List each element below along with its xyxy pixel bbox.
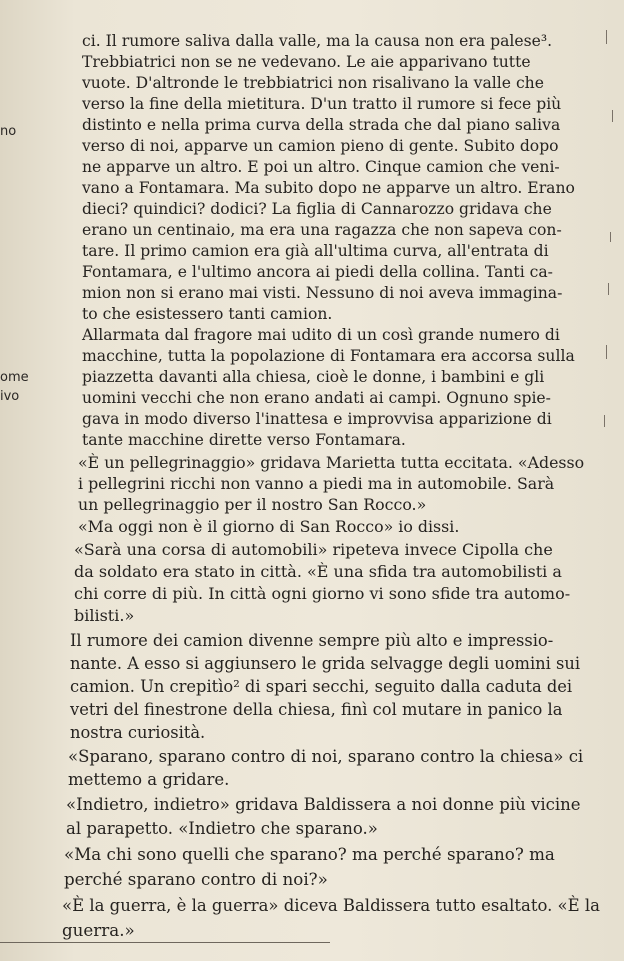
text-line: guerra.» xyxy=(62,920,135,940)
margin-fragment: ome xyxy=(0,370,29,385)
edge-mark xyxy=(610,232,611,242)
text-line: «Ma oggi non è il giorno di San Rocco» io dissi. xyxy=(78,517,460,536)
margin-fragment: ivo xyxy=(0,389,20,404)
bottom-rule xyxy=(0,942,330,943)
edge-mark xyxy=(606,345,607,359)
text-line: ne apparve un altro. E poi un altro. Cinque camion che veni- xyxy=(82,158,560,176)
text-line: camion. Un crepitìo² di spari secchi, seguito dalla caduta dei xyxy=(70,677,573,696)
text-line: tante macchine dirette verso Fontamara. xyxy=(82,431,406,449)
edge-mark xyxy=(606,30,607,44)
text-line: vetri del finestrone della chiesa, finì col mutare in panico la xyxy=(70,700,563,719)
text-line: macchine, tutta la popolazione di Fontamara era accorsa sulla xyxy=(82,347,575,365)
text-line: i pellegrini ricchi non vanno a piedi ma in automobile. Sarà xyxy=(78,474,555,493)
text-line: «Sarà una corsa di automobili» ripeteva invece Cipolla che xyxy=(74,540,553,559)
edge-mark xyxy=(612,110,613,122)
text-line: «È un pellegrinaggio» gridava Marietta tutta eccitata. «Adesso xyxy=(78,453,585,472)
text-line: dieci? quindici? dodici? La figlia di Cannarozzo gridava che xyxy=(82,200,552,218)
text-line: nante. A esso si aggiunsero le grida selvagge degli uomini sui xyxy=(70,654,581,673)
text-line: perché sparano contro di noi?» xyxy=(64,869,328,889)
text-line: erano un centinaio, ma era una ragazza che non sapeva con- xyxy=(82,221,562,239)
text-line: gava in modo diverso l'inattesa e improvvisa apparizione di xyxy=(82,410,552,428)
text-line: «Ma chi sono quelli che sparano? ma perché sparano? ma xyxy=(64,844,555,864)
text-line: vuote. D'altronde le trebbiatrici non risalivano la valle che xyxy=(82,74,544,92)
text-line: to che esistessero tanti camion. xyxy=(82,305,333,323)
text-line: Allarmata dal fragore mai udito di un così grande numero di xyxy=(82,326,560,344)
text-line: piazzetta davanti alla chiesa, cioè le donne, i bambini e gli xyxy=(82,368,545,386)
text-line: distinto e nella prima curva della strada che dal piano saliva xyxy=(82,116,561,134)
text-line: tare. Il primo camion era già all'ultima curva, all'entrata di xyxy=(82,242,549,260)
text-line: al parapetto. «Indietro che sparano.» xyxy=(66,819,378,838)
margin-fragment: no xyxy=(0,124,17,139)
text-line: «Sparano, sparano contro di noi, sparano contro la chiesa» ci xyxy=(68,747,584,766)
text-line: uomini vecchi che non erano andati ai campi. Ognuno spie- xyxy=(82,389,551,407)
text-line: mion non si erano mai visti. Nessuno di noi aveva immagina- xyxy=(82,284,563,302)
edge-mark xyxy=(604,415,605,427)
text-line: un pellegrinaggio per il nostro San Rocco.» xyxy=(78,495,427,514)
text-line: Fontamara, e l'ultimo ancora ai piedi della collina. Tanti ca- xyxy=(82,263,553,281)
text-line: chi corre di più. In città ogni giorno vi sono sfide tra automo- xyxy=(74,584,571,603)
text-line: verso di noi, apparve un camion pieno di gente. Subito dopo xyxy=(82,137,559,155)
text-line: vano a Fontamara. Ma subito dopo ne apparve un altro. Erano xyxy=(82,179,575,197)
text-line: ci. Il rumore saliva dalla valle, ma la causa non era palese³. xyxy=(82,32,553,50)
text-line: «È la guerra, è la guerra» diceva Baldissera tutto esaltato. «È la xyxy=(62,895,600,915)
text-line: nostra curiosità. xyxy=(70,723,206,742)
text-line: «Indietro, indietro» gridava Baldissera a noi donne più vicine xyxy=(66,795,581,814)
text-line: Il rumore dei camion divenne sempre più alto e impressio- xyxy=(70,631,554,650)
text-line: da soldato era stato in città. «È una sfida tra automobilisti a xyxy=(74,562,562,581)
text-line: mettemo a gridare. xyxy=(68,770,230,789)
text-line: verso la fine della mietitura. D'un tratto il rumore si fece più xyxy=(82,95,562,113)
edge-mark xyxy=(608,283,609,295)
text-line: bilisti.» xyxy=(74,606,135,625)
text-line: Trebbiatrici non se ne vedevano. Le aie apparivano tutte xyxy=(82,53,531,71)
